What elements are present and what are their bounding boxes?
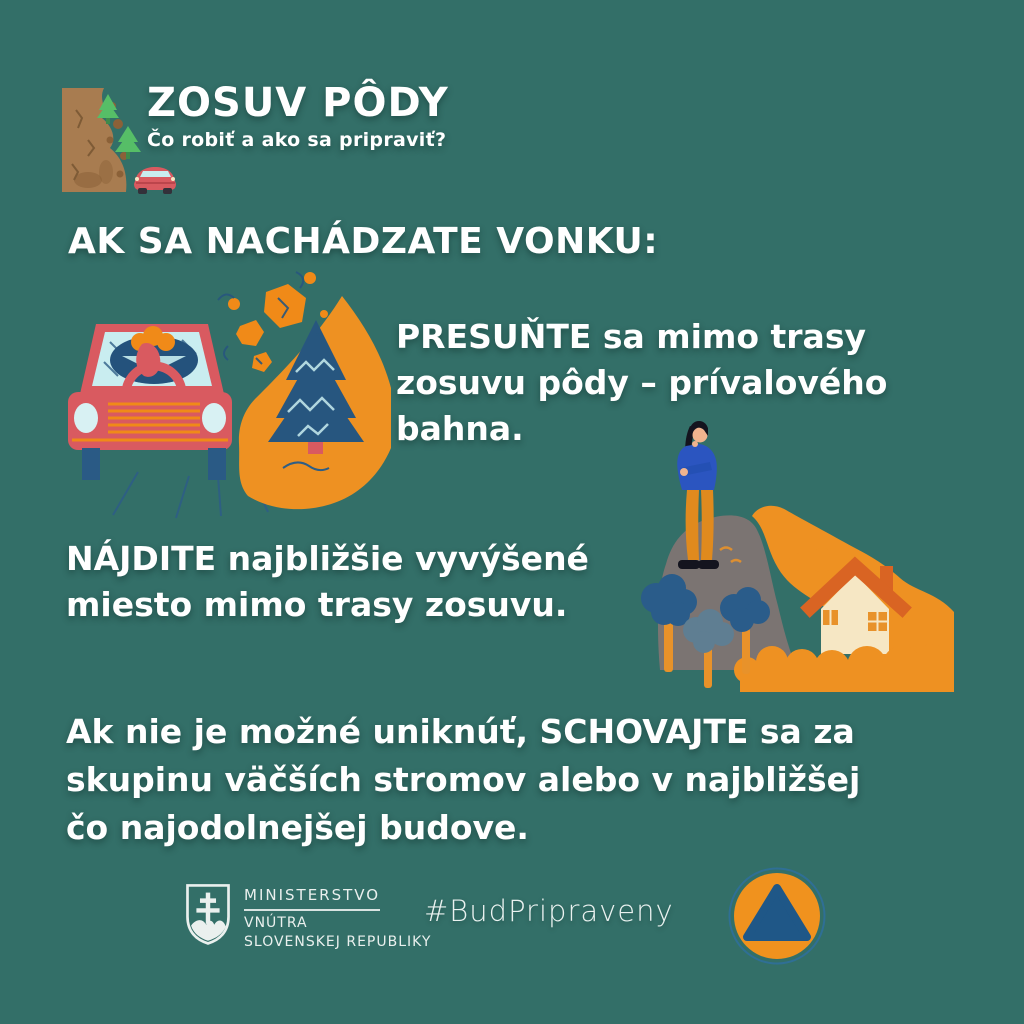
page-subtitle: Čo robiť a ako sa pripraviť? <box>147 129 447 151</box>
ministry-logo <box>183 881 431 950</box>
header <box>147 80 449 151</box>
instruction-line: NÁJDITE najbližšie vyvýšené <box>66 539 589 578</box>
window-icon <box>868 612 887 631</box>
instruction-line: skupinu väčších stromov alebo v najbližšej <box>66 760 861 799</box>
headlight-icon <box>202 403 226 433</box>
ministry-line-1: MINISTERSTVO <box>244 886 380 911</box>
instruction-line: PRESUŇTE sa mimo trasy <box>396 317 866 356</box>
hashtag: #BudPripraveny <box>424 894 674 928</box>
slovak-coat-of-arms-icon <box>183 881 233 947</box>
ministry-line-2: VNÚTRA <box>244 915 308 931</box>
section-heading: AK SA NACHÁDZATE VONKU: <box>68 221 659 262</box>
headlight-icon <box>74 403 98 433</box>
civil-protection-emblem-icon <box>727 866 827 966</box>
wheel-icon <box>208 448 226 480</box>
car-landslide-illustration <box>58 270 393 520</box>
page-title: ZOSUV PÔDY <box>147 80 449 126</box>
instruction-line: zosuvu pôdy – prívalového <box>396 363 888 402</box>
instruction-line: bahna. <box>396 409 524 448</box>
window-icon <box>823 610 838 625</box>
small-car-icon <box>134 167 176 194</box>
instruction-najdite <box>66 536 589 628</box>
instruction-line: čo najodolnejšej budove. <box>66 808 529 847</box>
ministry-line-3: SLOVENSKEJ REPUBLIKY <box>244 934 432 950</box>
person-hill-illustration <box>632 416 954 692</box>
instruction-line: miesto mimo trasy zosuvu. <box>66 585 568 624</box>
instruction-schovajte <box>66 708 860 852</box>
car-front-icon <box>68 324 232 480</box>
wheel-icon <box>82 448 100 480</box>
instruction-line: Ak nie je možné uniknúť, SCHOVAJTE sa za <box>66 712 855 751</box>
ministry-text <box>244 881 431 950</box>
